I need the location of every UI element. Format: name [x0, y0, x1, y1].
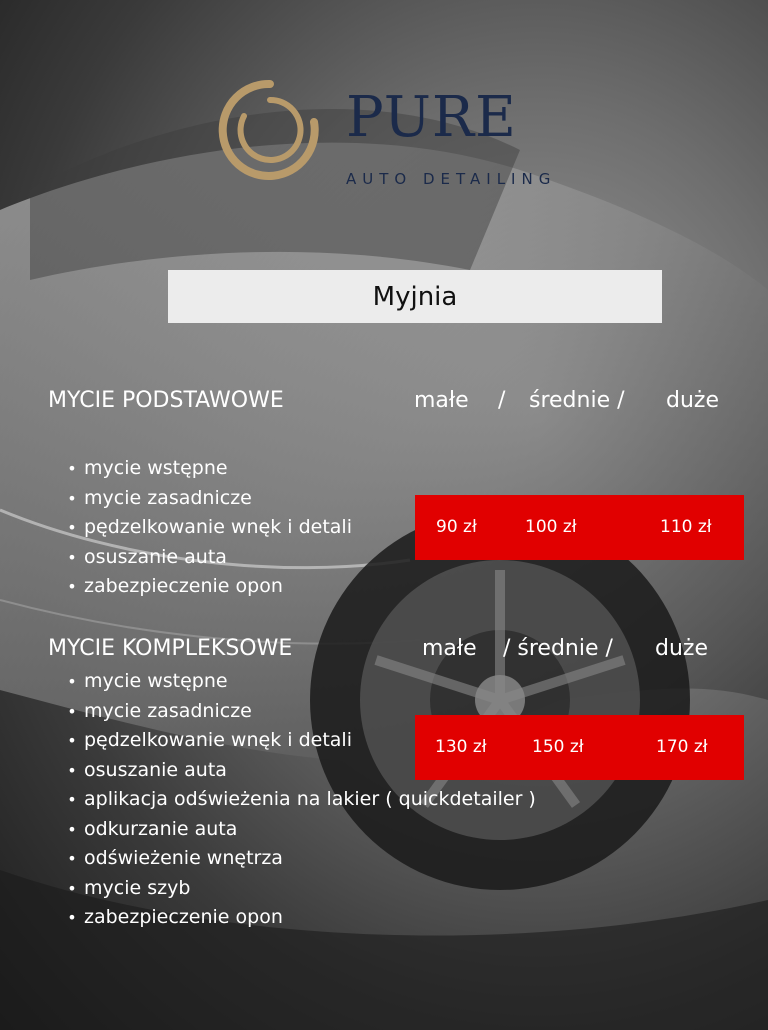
size-small-label: małe [422, 636, 477, 661]
brand-tagline: AUTO DETAILING [346, 170, 557, 188]
price-box-complex [415, 715, 744, 780]
list-item: • aplikacja odświeżenia na lakier ( quickdetailer ) [60, 785, 536, 815]
service-list-complex [60, 667, 536, 933]
size-small-label: małe [414, 388, 469, 413]
list-item: • pędzelkowanie wnęk i detali [60, 513, 352, 543]
price-large: 170 zł [656, 737, 708, 757]
list-item: • mycie zasadnicze [60, 697, 536, 727]
list-item: • pędzelkowanie wnęk i detali [60, 726, 536, 756]
list-item: • odświeżenie wnętrza [60, 844, 536, 874]
size-medium-label: / średnie / [503, 636, 613, 661]
list-item: • zabezpieczenie opon [60, 572, 352, 602]
section-title-complex: MYCIE KOMPLEKSOWE [48, 636, 293, 661]
list-item: • odkurzanie auta [60, 815, 536, 845]
list-item: • zabezpieczenie opon [60, 903, 536, 933]
list-item: • osuszanie auta [60, 543, 352, 573]
price-large: 110 zł [660, 517, 712, 537]
price-small: 130 zł [435, 737, 487, 757]
list-item: • mycie wstępne [60, 667, 536, 697]
logo-ring-icon [218, 78, 322, 182]
size-separator: / [498, 388, 506, 413]
size-header-complex [0, 636, 768, 666]
price-box-basic [415, 495, 744, 560]
brand-logo [218, 78, 558, 198]
price-medium: 100 zł [525, 517, 577, 537]
size-large-label: duże [666, 388, 719, 413]
price-medium: 150 zł [532, 737, 584, 757]
price-small: 90 zł [436, 517, 477, 537]
brand-name: PURE [346, 85, 517, 150]
size-header-basic [0, 388, 768, 418]
list-item: • osuszanie auta [60, 756, 536, 786]
size-medium-label: średnie / [529, 388, 625, 413]
page-title: Myjnia [372, 281, 458, 312]
section-title-basic: MYCIE PODSTAWOWE [48, 388, 284, 413]
list-item: • mycie szyb [60, 874, 536, 904]
size-large-label: duże [655, 636, 708, 661]
list-item: • mycie wstępne [60, 454, 352, 484]
list-item: • mycie zasadnicze [60, 484, 352, 514]
service-list-basic [60, 454, 352, 602]
page-title-box [168, 270, 662, 323]
